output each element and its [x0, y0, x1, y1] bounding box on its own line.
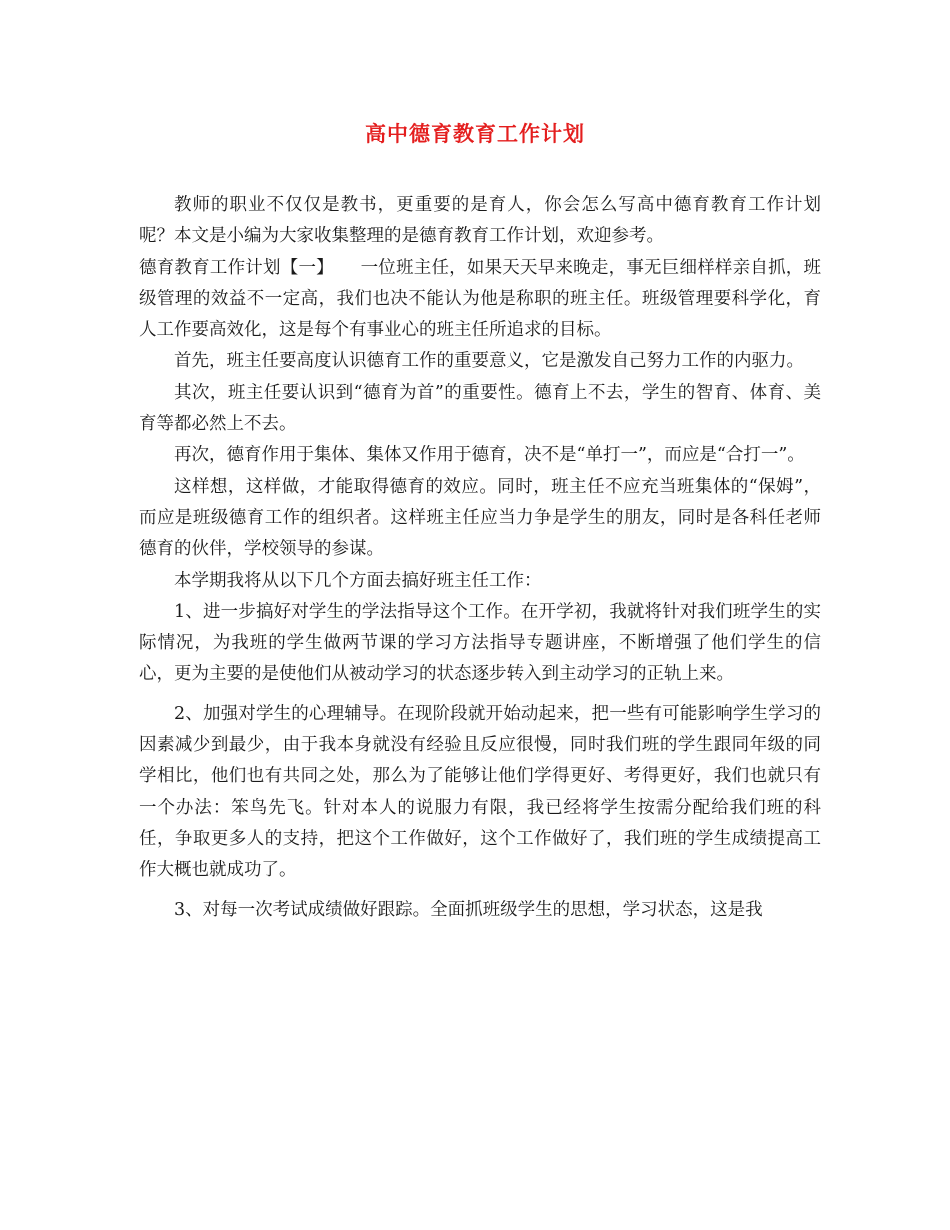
paragraph-second: 其次，班主任要认识到“德育为首”的重要性。德育上不去，学生的智育、体育、美育等都必然上不去。	[139, 382, 821, 435]
paragraph-intro: 教师的职业不仅仅是教书，更重要的是育人，你会怎么写高中德育教育工作计划呢？本文是小编为大家收集整理的是德育教育工作计划，欢迎参考。	[139, 195, 821, 247]
document-title: 高中德育教育工作计划	[365, 121, 585, 146]
paragraph-plan-one: 德育教育工作计划【一】 一位班主任，如果天天早来晚走，事无巨细样样亲自抓，班级管理的效益不一定高，我们也决不能认为他是称职的班主任。班级管理要科学化，育人工作要高效化，这是每个有事业心的班主任所追求的目标。	[139, 257, 821, 341]
paragraph-item-3: 3、对每一次考试成绩做好跟踪。全面抓班级学生的思想，学习状态，这是我	[174, 899, 763, 920]
paragraph-third: 再次，德育作用于集体、集体又作用于德育，决不是“单打一”，而应是“合打一”。	[174, 445, 805, 466]
paragraph-item-1: 1、进一步搞好对学生的学法指导这个工作。在开学初，我就将针对我们班学生的实际情况，为我班的学生做两节课的学习方法指导专题讲座，不断增强了他们学生的信心，更为主要的是使他们从被动学习的状态逐步转入到主动学习的正轨上来。	[139, 601, 821, 685]
document-body	[139, 190, 821, 926]
paragraph-item-2: 2、加强对学生的心理辅导。在现阶段就开始动起来，把一些有可能影响学生学习的因素减少到最少，由于我本身就没有经验且反应很慢，同时我们班的学生跟同年级的同学相比，他们也有共同之处，那么为了能够让他们学得更好、考得更好，我们也就只有一个办法：笨鸟先飞。针对本人的说服力有限，我已经将学生按需分配给我们班的科任，争取更多人的支持，把这个工作做好，这个工作做好了，我们班的学生成绩提高工作大概也就成功了。	[139, 703, 821, 881]
paragraph-semester: 本学期我将从以下几个方面去搞好班主任工作：	[174, 570, 542, 591]
paragraph-effect: 这样想，这样做，才能取得德育的效应。同时，班主任不应充当班集体的“保姆”，而应是班级德育工作的组织者。这样班主任应当力争是学生的朋友，同时是各科任老师德育的伙伴，学校领导的参谋。	[139, 476, 821, 560]
paragraph-first: 首先，班主任要高度认识德育工作的重要意义，它是激发自己努力工作的内驱力。	[174, 351, 804, 372]
